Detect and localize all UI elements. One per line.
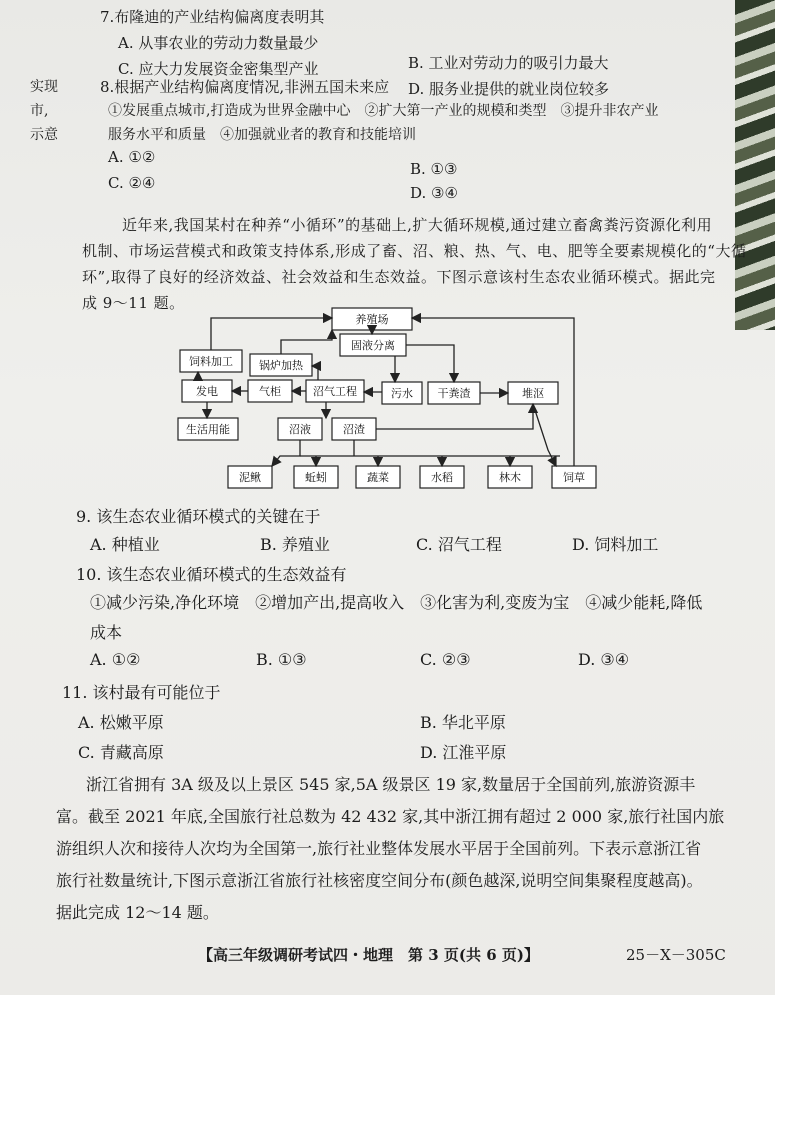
passage2-line2: 富。截至 2021 年底,全国旅行社总数为 42 432 家,其中浙江拥有超过 2 000 家,旅行社国内旅: [56, 807, 725, 826]
q10-option-d: D. ③④: [578, 650, 630, 669]
q7-option-d: D. 服务业提供的就业岗位较多: [408, 80, 610, 98]
svg-text:蚯蚓: 蚯蚓: [305, 471, 327, 484]
svg-text:沼液: 沼液: [289, 423, 311, 436]
node-linmu: [488, 466, 532, 488]
passage1-line2: 机制、市场运营模式和政策支持体系,形成了畜、沼、粮、热、气、电、肥等全要素规模化的“大循: [82, 242, 747, 260]
q11-stem: 11. 该村最有可能位于: [62, 683, 221, 702]
q9-option-a: A. 种植业: [90, 535, 160, 554]
q11-option-b: B. 华北平原: [420, 713, 506, 732]
svg-text:污水: 污水: [391, 387, 413, 400]
svg-text:堆沤: 堆沤: [522, 387, 544, 400]
svg-text:固液分离: 固液分离: [351, 339, 395, 352]
q7-option-a: A. 从事农业的劳动力数量最少: [118, 34, 319, 52]
q9-option-d: D. 饲料加工: [572, 535, 659, 554]
passage2-line4: 旅行社数量统计,下图示意浙江省旅行社核密度空间分布(颜色越深,说明空间集聚程度越高)。: [56, 871, 703, 890]
eco-cycle-diagram: [0, 300, 775, 500]
node-zhaoqigongcheng: [306, 380, 364, 402]
q9-option-c: C. 沼气工程: [416, 535, 502, 554]
svg-text:沼气工程: 沼气工程: [313, 385, 357, 398]
background-plant: [735, 0, 775, 330]
q7-stem: 7.布隆迪的产业结构偏离度表明其: [100, 8, 325, 26]
svg-text:沼渣: 沼渣: [343, 423, 365, 436]
node-zhaozha: [332, 418, 376, 440]
svg-text:蔬菜: 蔬菜: [367, 471, 389, 484]
q8-option-a: A. ①②: [108, 148, 156, 166]
svg-text:生活用能: 生活用能: [186, 423, 230, 436]
svg-text:干粪渣: 干粪渣: [437, 387, 471, 400]
node-fadian: [182, 380, 232, 402]
q9-option-b: B. 养殖业: [260, 535, 330, 554]
page-footer-code: 25－X－305C: [626, 946, 726, 964]
node-shenghuoyongneng: [178, 418, 238, 440]
node-shuidao: [420, 466, 464, 488]
svg-text:锅炉加热: 锅炉加热: [259, 359, 303, 372]
q9-stem: 9. 该生态农业循环模式的关键在于: [76, 507, 321, 526]
margin-text-3: 示意: [30, 127, 58, 143]
svg-text:水稻: 水稻: [431, 471, 453, 484]
q11-option-c: C. 青藏高原: [78, 743, 164, 762]
q8-stem: 8.根据产业结构偏离度情况,非洲五国未来应: [100, 78, 390, 96]
node-siliaojiagong: [180, 350, 242, 372]
node-niqiu: [228, 466, 272, 488]
q8-choices-line1: ①发展重点城市,打造成为世界金融中心 ②扩大第一产业的规模和类型 ③提升非农产业: [108, 103, 659, 119]
passage1-line4: 成 9～11 题。: [82, 294, 185, 312]
svg-text:林木: 林木: [499, 471, 521, 484]
node-zhaoye: [278, 418, 322, 440]
q7-option-b: B. 工业对劳动力的吸引力最大: [408, 54, 609, 72]
passage2-line3: 游组织人次和接待人次均为全国第一,旅行社业整体发展水平居于全国前列。下表示意浙江省: [56, 839, 702, 858]
node-yangzhichang: [332, 308, 412, 330]
svg-text:饲料加工: 饲料加工: [189, 355, 233, 368]
q7-option-c: C. 应大力发展资金密集型产业: [118, 60, 319, 78]
node-qiuyin: [294, 466, 338, 488]
node-sicao: [552, 466, 596, 488]
page-footer-title: 【高三年级调研考试四・地理 第 3 页(共 6 页)】: [198, 946, 539, 964]
q10-option-c: C. ②③: [420, 650, 471, 669]
margin-text-1: 实现: [30, 79, 58, 95]
node-shucai: [356, 466, 400, 488]
node-guolujiare: [250, 354, 312, 376]
node-guyefenli: [340, 334, 406, 356]
passage1-line3: 环”,取得了良好的经济效益、社会效益和生态效益。下图示意该村生态农业循环模式。据此完: [82, 268, 716, 286]
svg-text:气柜: 气柜: [259, 385, 281, 398]
q8-option-d: D. ③④: [410, 184, 458, 202]
q10-stem: 10. 该生态农业循环模式的生态效益有: [76, 565, 347, 584]
svg-text:饲草: 饲草: [563, 471, 585, 484]
node-ganfenzha: [428, 382, 480, 404]
margin-text-2: 市,: [30, 103, 49, 119]
q11-option-a: A. 松嫩平原: [78, 713, 164, 732]
passage2-line5: 据此完成 12～14 题。: [56, 903, 219, 922]
svg-text:养殖场: 养殖场: [355, 313, 389, 326]
node-qigui: [248, 380, 292, 402]
q10-option-a: A. ①②: [90, 650, 141, 669]
q8-option-c: C. ②④: [108, 174, 156, 192]
q8-choices-line2: 服务水平和质量 ④加强就业者的教育和技能培训: [108, 127, 416, 143]
svg-text:泥鳅: 泥鳅: [239, 471, 261, 484]
q8-option-b: B. ①③: [410, 160, 458, 178]
node-duiou: [508, 382, 558, 404]
q11-option-d: D. 江淮平原: [420, 743, 507, 762]
node-wushui: [382, 382, 422, 404]
passage1-line1: 近年来,我国某村在种养“小循环”的基础上,扩大循环规模,通过建立畜禽粪污资源化利用: [122, 216, 713, 234]
q10-choices-line2: 成本: [90, 623, 123, 642]
passage2-line1: 浙江省拥有 3A 级及以上景区 545 家,5A 级景区 19 家,数量居于全国前列,旅游资源丰: [86, 775, 696, 794]
q10-choices-line1: ①减少污染,净化环境 ②增加产出,提高收入 ③化害为利,变废为宝 ④减少能耗,降低: [90, 593, 703, 612]
svg-text:发电: 发电: [196, 385, 218, 398]
q10-option-b: B. ①③: [256, 650, 307, 669]
